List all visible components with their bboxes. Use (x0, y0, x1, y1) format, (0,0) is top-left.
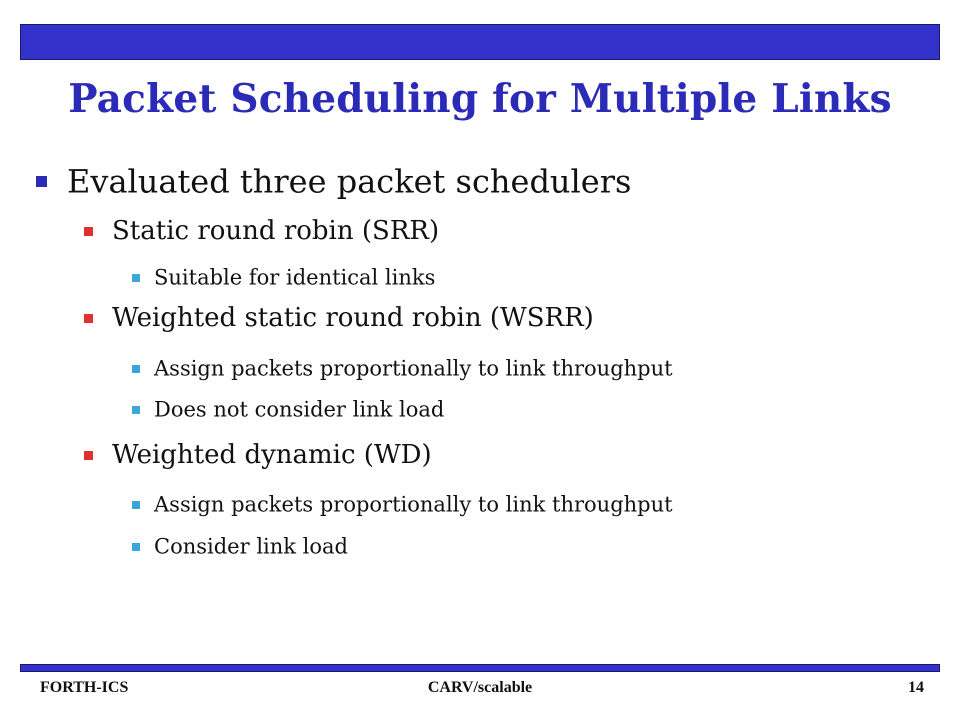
bottom-accent-band (20, 664, 940, 672)
bullet-level1 (36, 160, 631, 201)
square-bullet-icon (132, 365, 140, 373)
bullet-level3 (132, 396, 444, 422)
bullet-text: Weighted dynamic (WD) (112, 440, 432, 470)
square-bullet-icon (84, 451, 93, 460)
bullet-level3 (132, 491, 673, 517)
footer-organization: FORTH-ICS (40, 679, 129, 696)
bullet-level2 (84, 439, 432, 470)
square-bullet-icon (132, 501, 140, 509)
bullet-level3 (132, 264, 435, 290)
footer-project: CARV/scalable (427, 679, 533, 696)
bullet-text: Static round robin (SRR) (112, 216, 440, 246)
square-bullet-icon (36, 176, 47, 187)
bullet-level3 (132, 355, 673, 381)
bullet-text: Suitable for identical links (154, 265, 436, 290)
bullet-text: Consider link load (154, 534, 348, 559)
bullet-level2 (84, 215, 439, 246)
square-bullet-icon (84, 314, 93, 323)
bullet-text: Assign packets proportionally to link throughput (154, 356, 673, 381)
square-bullet-icon (84, 227, 93, 236)
square-bullet-icon (132, 274, 140, 282)
bullet-text: Evaluated three packet schedulers (67, 162, 632, 201)
bullet-text: Weighted static round robin (WSRR) (112, 303, 594, 333)
slide-title: Packet Scheduling for Multiple Links (68, 76, 892, 122)
bullet-text: Does not consider link load (154, 397, 445, 422)
bullet-level2 (84, 302, 594, 333)
square-bullet-icon (132, 406, 140, 414)
footer-page-number: 14 (908, 679, 924, 696)
bullet-level3 (132, 533, 348, 559)
square-bullet-icon (132, 543, 140, 551)
bullet-text: Assign packets proportionally to link throughput (154, 492, 673, 517)
